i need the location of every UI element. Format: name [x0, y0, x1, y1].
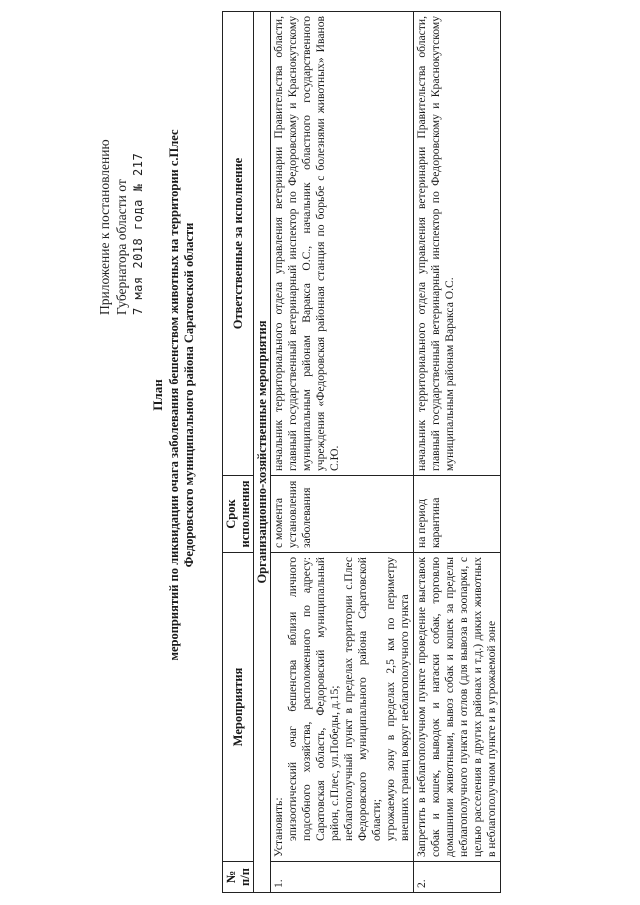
plan-title	[150, 15, 197, 775]
row-1-activity-p2: неблагополучный пункт в пределах территории с.Плес Федоровского муниципального района Саратовской области;	[342, 557, 383, 841]
row-1-activity-p3: угрожаемую зону в пределах 2,5 км по периметру внешних границ вокруг неблагополучного пункта	[384, 557, 411, 841]
header-responsible: Ответственные за исполнение	[223, 12, 254, 476]
appendix-line-2: Губернатора области от	[114, 179, 129, 315]
plan-heading: План	[150, 379, 165, 411]
plan-title-line-2: Федоровского муниципального района Саратовской области	[182, 222, 196, 568]
row-2-responsible: начальник территориального отдела управления ветеринарии Правительства области, главный государственный ветеринарный инспектор по Федоровскому и Краснокутскому муниципальным районам Варакса О.С.	[414, 12, 501, 476]
section-row	[254, 12, 271, 893]
appendix-note	[96, 45, 147, 315]
plan-title-line-1: мероприятий по ликвидации очага заболевания бешенством животных на территории с.Плес	[167, 129, 181, 661]
row-1-responsible: начальник территориального отдела управления ветеринарии Правительства области, главный государственный ветеринарный инспектор по Федоровскому и Краснокутскому муниципальным районам Варакса О.С., начальник областного государственного учреждения «Федоровская районная станция по борьбе с болезнями животных» Иванов С.Ю.	[271, 12, 414, 476]
header-activity: Мероприятия	[223, 553, 254, 862]
row-1-activity-intro: Установить:	[272, 797, 285, 857]
appendix-line-3: 7 мая 2018 года № 217	[131, 152, 145, 315]
row-1-activity	[271, 553, 414, 862]
section-title: Организационно-хозяйственные мероприятия	[254, 12, 271, 893]
table-header-row	[223, 12, 254, 893]
table-row	[271, 12, 414, 893]
appendix-line-1: Приложение к постановлению	[97, 139, 112, 315]
row-2-activity: Запретить в неблагополучном пункте проведение выставок собак и кошек, выводок и натаски собак, торговлю домашними животными, вывоз собак и кошек за пределы неблагополучного пункта и отлов (для вывоза в зоопарки, с целью расселения в других районах и т.д.) диких животных в неблагополучном пункте и в угрожаемой зоне	[414, 553, 501, 862]
row-1-num: 1.	[271, 862, 414, 893]
table-row	[414, 12, 501, 893]
row-2-term: на период карантина	[414, 476, 501, 553]
row-2-num: 2.	[414, 862, 501, 893]
row-1-term: с момента установления заболевания	[271, 476, 414, 553]
plan-table	[222, 11, 501, 893]
header-term: Срок исполнения	[223, 476, 254, 553]
header-num: № п/п	[223, 862, 254, 893]
row-1-activity-p1: эпизоотический очаг бешенства вблизи личного подсобного хозяйства, расположенного по адресу: Саратовская область, Федоровский муниципальный район, с.Плес, ул.Победы, д.15;	[286, 557, 341, 841]
